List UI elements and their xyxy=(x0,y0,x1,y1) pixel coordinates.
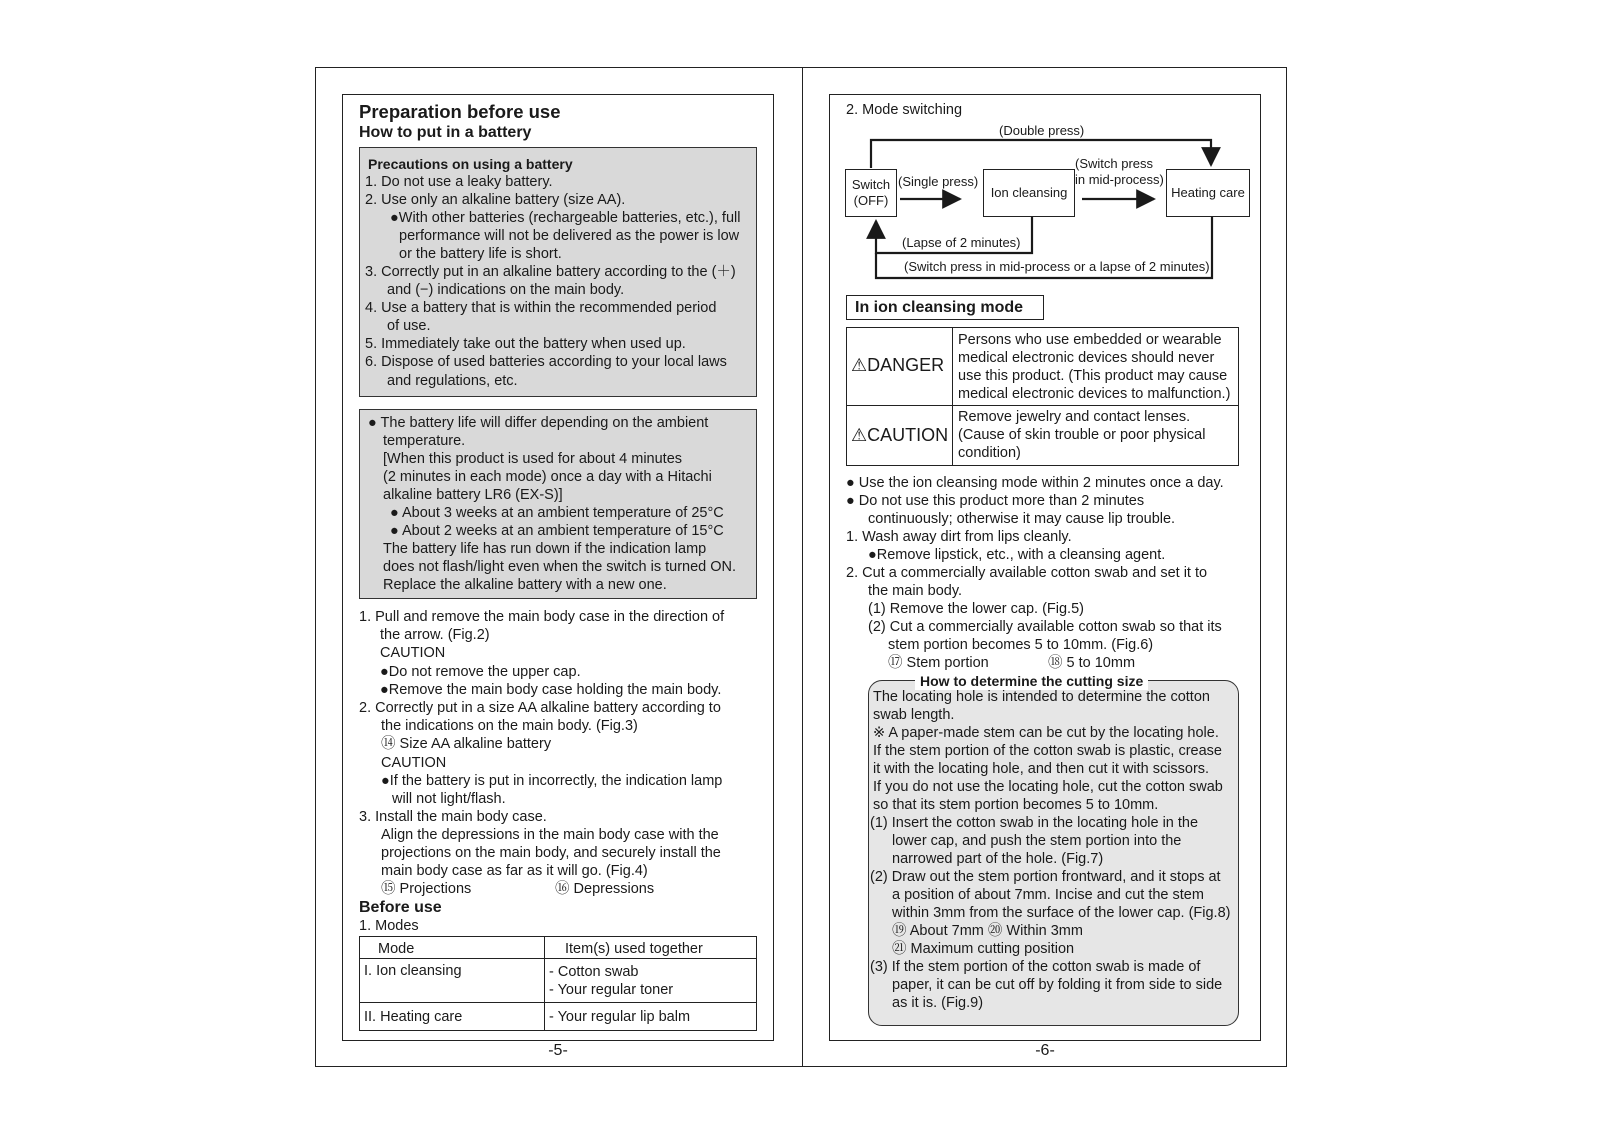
danger-label: ⚠DANGER xyxy=(851,355,945,375)
cutting-line: swab length. xyxy=(873,707,955,723)
double-press-label: (Double press) xyxy=(999,123,1085,138)
battery-life-line: does not flash/light even when the switch is turned ON. xyxy=(383,559,737,575)
node-label: Switch xyxy=(851,177,891,192)
instruction-line: ●Remove lipstick, etc., with a cleansing agent. xyxy=(868,547,1166,563)
stem-portion-label: ⑰ Stem portion xyxy=(888,655,989,671)
precaution-line: 1. Do not use a leaky battery. xyxy=(365,174,553,190)
caution-line: Remove jewelry and contact lenses. xyxy=(958,409,1191,425)
instruction-line: stem portion becomes 5 to 10mm. (Fig.6) xyxy=(888,637,1154,653)
battery-life-box xyxy=(359,409,757,599)
step-line: ●Do not remove the upper cap. xyxy=(380,664,581,680)
cutting-line: (2) Draw out the stem portion frontward, and it stops at xyxy=(870,869,1221,885)
spread-fold-line xyxy=(802,67,803,1067)
page-title: Preparation before use xyxy=(359,101,561,122)
depressions-label: ⑯ Depressions xyxy=(555,881,655,897)
precaution-line: and regulations, etc. xyxy=(387,373,518,389)
modes-table xyxy=(359,936,757,1031)
mode-cell: I. Ion cleansing xyxy=(360,959,545,1003)
step-line: ●Remove the main body case holding the main body. xyxy=(380,682,722,698)
section-subtitle: How to put in a battery xyxy=(359,124,532,141)
battery-life-line: alkaline battery LR6 (EX-S)] xyxy=(383,487,563,503)
instruction-line: continuously; otherwise it may cause lip trouble. xyxy=(868,511,1176,527)
precaution-line: of use. xyxy=(387,318,431,334)
cutting-line: The locating hole is intended to determine the cotton xyxy=(873,689,1210,705)
battery-life-line: Replace the alkaline battery with a new one. xyxy=(383,577,667,593)
precaution-line: and (−) indications on the main body. xyxy=(387,282,625,298)
switch-off-node xyxy=(845,169,897,217)
lapse-label: (Lapse of 2 minutes) xyxy=(902,235,1021,250)
cutting-line: narrowed part of the hole. (Fig.7) xyxy=(892,851,1104,867)
warnings-table xyxy=(846,327,1239,466)
precaution-line: 4. Use a battery that is within the recommended period xyxy=(365,300,717,316)
cutting-size-box xyxy=(868,673,1239,1026)
danger-line: medical electronic devices should never xyxy=(958,350,1215,366)
heating-care-node: Heating care xyxy=(1166,169,1250,217)
page-5 xyxy=(342,94,774,1041)
danger-line: use this product. (This product may cause xyxy=(958,368,1228,384)
mode-switching-heading: 2. Mode switching xyxy=(846,102,963,118)
cutting-line: within 3mm from the surface of the lower cap. (Fig.8) xyxy=(892,905,1231,921)
cutting-line: as it is. (Fig.9) xyxy=(892,995,984,1011)
page-number: -5- xyxy=(548,1042,568,1059)
cutting-line: lower cap, and push the stem portion into the xyxy=(892,833,1182,849)
battery-life-line: [When this product is used for about 4 minutes xyxy=(383,451,683,467)
cutting-line: (1) Insert the cotton swab in the locating hole in the xyxy=(870,815,1199,831)
precaution-line: or the battery life is short. xyxy=(399,246,562,262)
instruction-line: ● Do not use this product more than 2 minutes xyxy=(846,493,1145,509)
step-line: projections on the main body, and securely install the xyxy=(381,845,721,861)
instruction-line: (1) Remove the lower cap. (Fig.5) xyxy=(868,601,1084,617)
switch-mid-label xyxy=(1075,156,1164,188)
instruction-line: (2) Cut a commercially available cotton swab so that its xyxy=(868,619,1222,635)
items-cell xyxy=(545,959,757,1003)
caution-label: ⚠CAUTION xyxy=(851,425,949,445)
item-line: - Your regular toner xyxy=(549,982,674,998)
step-line: ⑭ Size AA alkaline battery xyxy=(381,736,552,752)
step-line: 3. Install the main body case. xyxy=(359,809,547,825)
cutting-line: a position of about 7mm. Incise and cut the stem xyxy=(892,887,1204,903)
caution-line: (Cause of skin trouble or poor physical xyxy=(958,427,1206,443)
table-header-mode: Mode xyxy=(360,937,545,959)
table-header-items: Item(s) used together xyxy=(545,937,757,959)
cutting-size-title: How to determine the cutting size xyxy=(915,672,1148,690)
length-label: ⑱ 5 to 10mm xyxy=(1048,655,1136,671)
battery-life-line: temperature. xyxy=(383,433,466,449)
ion-mode-heading: In ion cleansing mode xyxy=(855,299,1024,316)
projections-label: ⑮ Projections xyxy=(381,881,472,897)
mode-cell: II. Heating care xyxy=(360,1003,545,1031)
column-divider xyxy=(952,328,953,465)
step-line: 2. Correctly put in a size AA alkaline battery according to xyxy=(359,700,721,716)
cutting-line: ㉑ Maximum cutting position xyxy=(892,941,1075,957)
switch-or-lapse-label: (Switch press in mid-process or a lapse of 2 minutes) xyxy=(904,259,1210,274)
before-use-heading: Before use xyxy=(359,899,442,916)
step-line: main body case as far as it will go. (Fig.4) xyxy=(381,863,648,879)
items-cell xyxy=(545,1003,757,1031)
step-line: the arrow. (Fig.2) xyxy=(380,627,490,643)
precaution-line: 6. Dispose of used batteries according to your local laws xyxy=(365,354,727,370)
cutting-line: If you do not use the locating hole, cut the cotton swab xyxy=(873,779,1223,795)
precaution-line: ●With other batteries (rechargeable batteries, etc.), full xyxy=(390,210,741,226)
caution-line: condition) xyxy=(958,445,1021,461)
step-line: CAUTION xyxy=(381,755,447,771)
precaution-line: performance will not be delivered as the power is low xyxy=(399,228,740,244)
battery-life-line: ● About 2 weeks at an ambient temperature of 15°C xyxy=(390,523,724,539)
node-label: (OFF) xyxy=(853,193,889,208)
label-line: (Switch press xyxy=(1075,156,1154,171)
cutting-line: If the stem portion of the cotton swab is plastic, crease xyxy=(873,743,1222,759)
ion-cleansing-node: Ion cleansing xyxy=(983,169,1075,217)
page-number: -6- xyxy=(1035,1042,1055,1059)
cutting-line: it with the locating hole, and then cut it with scissors. xyxy=(873,761,1210,777)
table-row xyxy=(360,1003,757,1031)
step-line: ●If the battery is put in incorrectly, the indication lamp xyxy=(381,773,723,789)
precaution-line: 2. Use only an alkaline battery (size AA). xyxy=(365,192,626,208)
item-line: - Your regular lip balm xyxy=(549,1008,691,1025)
cutting-line: (3) If the stem portion of the cotton swab is made of xyxy=(870,959,1201,975)
modes-heading: 1. Modes xyxy=(359,918,419,934)
cutting-line: so that its stem portion becomes 5 to 10mm. xyxy=(873,797,1159,813)
item-line: - Cotton swab xyxy=(549,964,639,980)
table-row xyxy=(360,959,757,1003)
battery-life-line: The battery life has run down if the indication lamp xyxy=(383,541,707,557)
cutting-line: ※ A paper-made stem can be cut by the locating hole. xyxy=(873,725,1219,741)
step-line: 1. Pull and remove the main body case in the direction of xyxy=(359,609,725,625)
label-line: in mid-process) xyxy=(1075,172,1164,187)
step-line: CAUTION xyxy=(380,645,446,661)
row-divider xyxy=(847,405,1238,406)
battery-life-line: ● The battery life will differ depending on the ambient xyxy=(368,415,709,431)
instruction-line: ● Use the ion cleansing mode within 2 minutes once a day. xyxy=(846,475,1224,491)
battery-life-line: ● About 3 weeks at an ambient temperature of 25°C xyxy=(390,505,724,521)
instruction-line: the main body. xyxy=(868,583,963,599)
page-6 xyxy=(829,94,1261,1041)
danger-line: medical electronic devices to malfunction.) xyxy=(958,386,1231,402)
cutting-line: ⑲ About 7mm ⑳ Within 3mm xyxy=(892,923,1083,939)
battery-life-line: (2 minutes in each mode) once a day with a Hitachi xyxy=(383,469,712,485)
cutting-line: paper, it can be cut off by folding it from side to side xyxy=(892,977,1223,993)
step-line: will not light/flash. xyxy=(392,791,506,807)
single-press-label: (Single press) xyxy=(898,174,979,189)
precautions-box xyxy=(359,147,757,397)
instruction-line: 1. Wash away dirt from lips cleanly. xyxy=(846,529,1072,545)
instruction-line: 2. Cut a commercially available cotton swab and set it to xyxy=(846,565,1208,581)
precautions-title: Precautions on using a battery xyxy=(368,156,573,172)
ion-mode-heading-box xyxy=(846,295,1044,320)
step-line: Align the depressions in the main body case with the xyxy=(381,827,719,843)
step-line: the indications on the main body. (Fig.3) xyxy=(381,718,638,734)
precaution-line: 5. Immediately take out the battery when used up. xyxy=(365,336,686,352)
danger-line: Persons who use embedded or wearable xyxy=(958,332,1222,348)
precaution-line: 3. Correctly put in an alkaline battery according to the (＋) xyxy=(365,264,736,280)
